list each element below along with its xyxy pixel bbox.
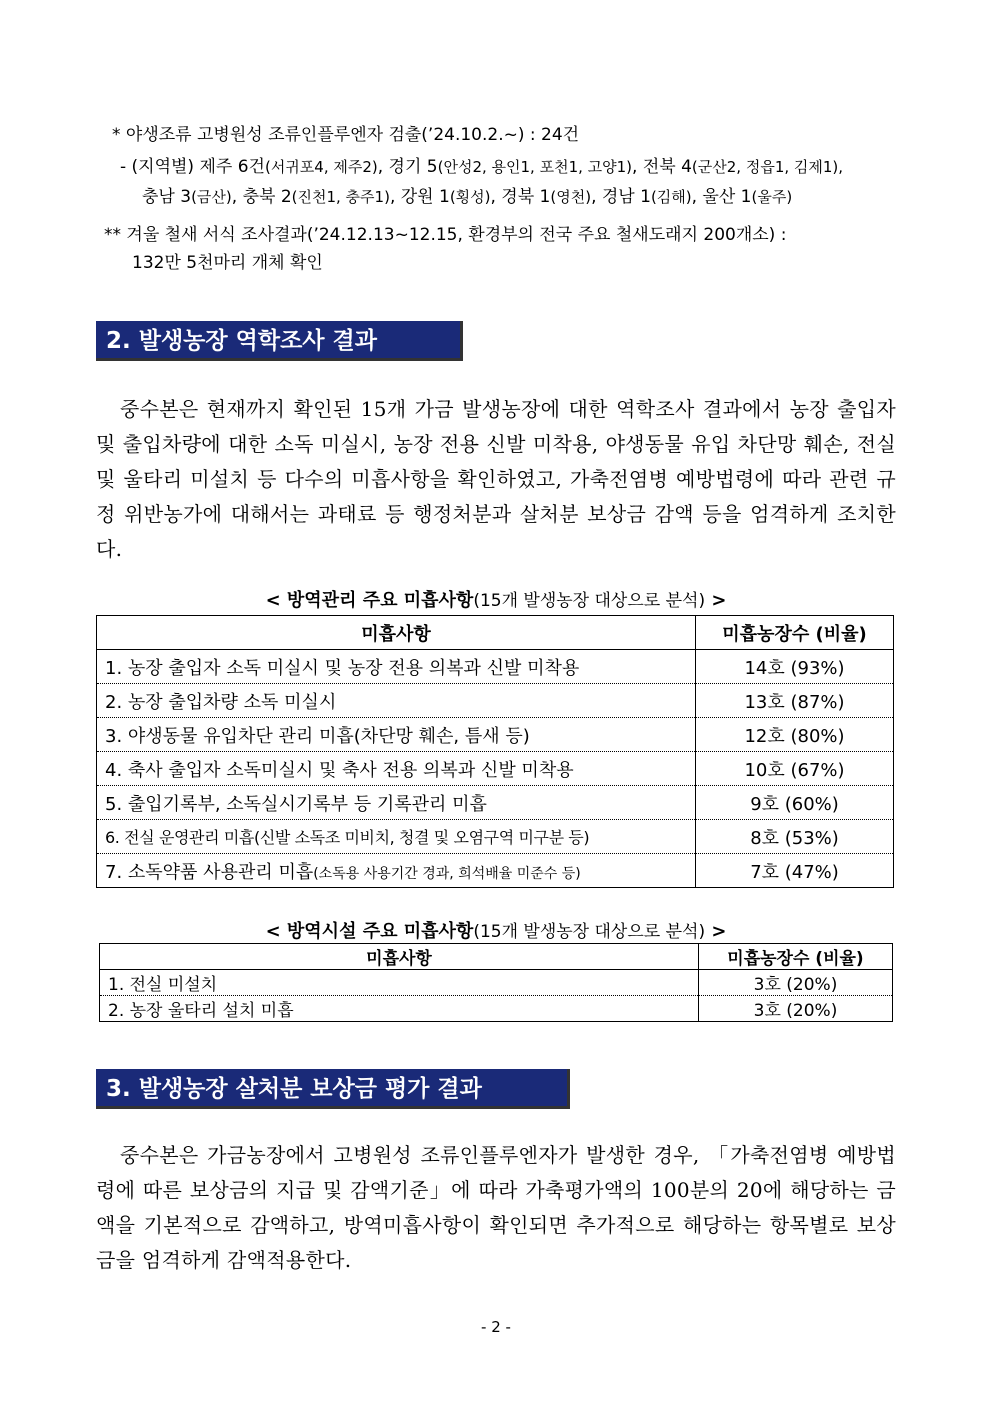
note-text: , 경북 1	[490, 187, 551, 207]
note-text: , 경기 5	[377, 157, 438, 177]
caption-sub: (15개 발생농장 대상으로 분석)	[473, 591, 706, 611]
table-row	[100, 996, 893, 1022]
table-cell-item	[97, 854, 696, 888]
table-row	[97, 786, 894, 820]
table-header-count: 미흡농장수 (비율)	[696, 616, 894, 650]
note-text: (울주)	[751, 188, 793, 206]
caption-main: < 방역관리 주요 미흡사항	[265, 590, 474, 611]
table-row	[97, 820, 894, 854]
table-cell-count: 14호 (93%)	[696, 650, 894, 684]
table-cell-count: 12호 (80%)	[696, 718, 894, 752]
page-number: - 2 -	[481, 1318, 511, 1336]
section-3-heading: 3. 발생농장 살처분 보상금 평가 결과	[96, 1069, 570, 1109]
table2-caption	[96, 917, 896, 943]
table-cell-item: 5. 출입기록부, 소독실시기록부 등 기록관리 미흡	[97, 786, 696, 820]
caption-end: >	[705, 590, 727, 611]
table-cell-count: 13호 (87%)	[696, 684, 894, 718]
table-cell-count: 7호 (47%)	[696, 854, 894, 888]
table-row	[97, 752, 894, 786]
table-cell-item: 2. 농장 출입차량 소독 미실시	[97, 684, 696, 718]
table-row	[97, 650, 894, 684]
table-cell-item: 4. 축사 출입자 소독미실시 및 축사 전용 의복과 신발 미착용	[97, 752, 696, 786]
quarantine-management-table	[96, 615, 894, 888]
table-header-row	[97, 616, 894, 650]
note-text: (서귀포4, 제주2)	[264, 158, 378, 176]
note-regional-breakdown-line2	[142, 180, 792, 214]
table-header-item: 미흡사항	[97, 616, 696, 650]
note-wild-bird-detection: * 야생조류 고병원성 조류인플루엔자 검출(’24.10.2.~) : 24건	[112, 125, 580, 145]
table-row	[97, 684, 894, 718]
table-cell-count: 3호 (20%)	[699, 996, 893, 1022]
note-text: - (지역별) 제주 6건	[120, 157, 265, 177]
table-header-row	[100, 944, 893, 970]
note-text: (영천)	[550, 188, 592, 206]
table-cell-count: 10호 (67%)	[696, 752, 894, 786]
note-text: , 경남 1	[591, 187, 651, 207]
note-text: 충남 3	[142, 187, 192, 207]
table-row	[97, 854, 894, 888]
note-regional-breakdown-line1	[120, 150, 843, 184]
note-text: , 전북 4	[632, 157, 692, 177]
note-text: (횡성)	[449, 188, 491, 206]
item-main-text: 7. 소독약품 사용관리 미흡	[105, 861, 314, 883]
note-bird-survey: ** 겨울 철새 서식 조사결과(’24.12.13~12.15, 환경부의 전국 주요 철새도래지 200개소) :	[104, 225, 787, 245]
note-text: (군산2, 정읍1, 김제1),	[691, 158, 844, 176]
note-bird-count: 132만 5천마리 개체 확인	[132, 253, 323, 273]
table1-caption	[96, 586, 896, 612]
table-cell-count: 8호 (53%)	[696, 820, 894, 854]
table-header-count: 미흡농장수 (비율)	[699, 944, 893, 970]
table-cell-count: 3호 (20%)	[699, 970, 893, 996]
note-text: (진천1, 충주1)	[291, 188, 390, 206]
caption-main: < 방역시설 주요 미흡사항	[265, 921, 474, 942]
table-row	[100, 970, 893, 996]
caption-sub: (15개 발생농장 대상으로 분석)	[473, 922, 706, 942]
table-cell-count: 9호 (60%)	[696, 786, 894, 820]
quarantine-facility-table	[99, 943, 893, 1022]
table-cell-item: 2. 농장 울타리 설치 미흡	[100, 996, 699, 1022]
table-cell-item: 3. 야생동물 유입차단 관리 미흡(차단망 훼손, 틈새 등)	[97, 718, 696, 752]
table-cell-item: 1. 전실 미설치	[100, 970, 699, 996]
note-text: , 강원 1	[389, 187, 450, 207]
note-text: , 충북 2	[231, 187, 292, 207]
note-text: (안성2, 용인1, 포천1, 고양1)	[437, 158, 633, 176]
section-3-paragraph: 중수본은 가금농장에서 고병원성 조류인플루엔자가 발생한 경우, 「가축전염병 예방법령에 따른 보상금의 지급 및 감액기준」에 따라 가축평가액의 100분의 20에 해당하는 금액을 기본적으로 감액하고, 방역미흡사항이 확인되면 추가적으로 해당하는 항목별로 보상금을 엄격하게 감액적용한다.	[96, 1143, 896, 1272]
table-header-item: 미흡사항	[100, 944, 699, 970]
table-row	[97, 718, 894, 752]
note-text: (금산)	[191, 188, 232, 206]
note-text: , 울산 1	[691, 187, 752, 207]
item-sub-text: (소독용 사용기간 경과, 희석배율 미준수 등)	[313, 865, 581, 882]
caption-end: >	[705, 921, 727, 942]
table-cell-item: 6. 전실 운영관리 미흡(신발 소독조 미비치, 청결 및 오염구역 미구분 등)	[97, 820, 696, 854]
note-text: (김해)	[650, 188, 692, 206]
section-2-heading: 2. 발생농장 역학조사 결과	[96, 321, 463, 361]
section-2-paragraph: 중수본은 현재까지 확인된 15개 가금 발생농장에 대한 역학조사 결과에서 농장 출입자 및 출입차량에 대한 소독 미실시, 농장 전용 신발 미착용, 야생동물 유입 차단망 훼손, 전실 및 울타리 미설치 등 다수의 미흡사항을 확인하였고, 가축전염병 예방법령에 따라 관련 규정 위반농가에 대해서는 과태료 등 행정처분과 살처분 보상금 감액 등을 엄격하게 조치한다.	[96, 397, 896, 561]
table-cell-item: 1. 농장 출입자 소독 미실시 및 농장 전용 의복과 신발 미착용	[97, 650, 696, 684]
